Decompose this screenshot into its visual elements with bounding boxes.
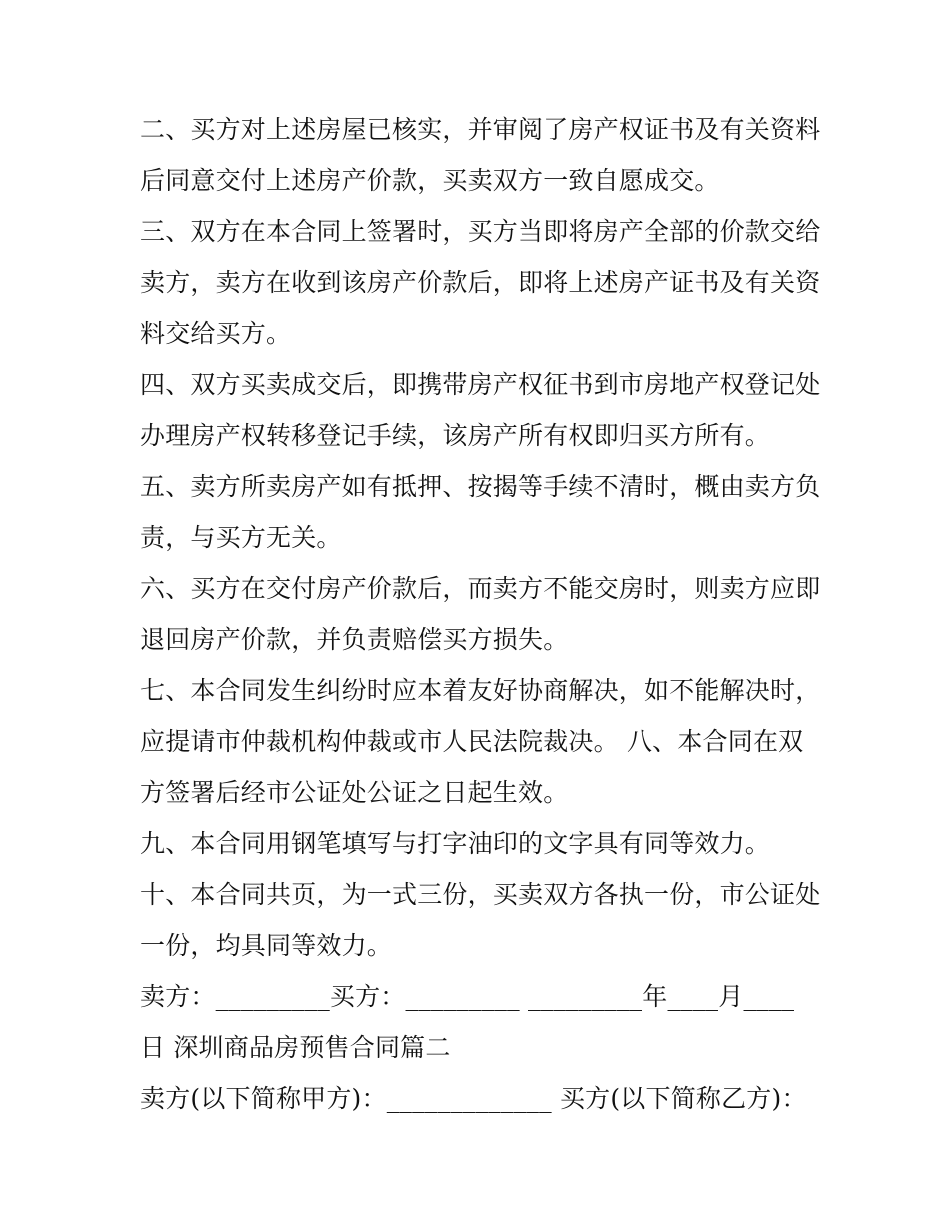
- signature-fill-line: 卖方：_________买方：_________ _________年____月____: [140, 982, 795, 1011]
- text-line: 办理房产权转移登记手续，该房产所有权即归买方所有。: [140, 421, 771, 450]
- section-title-line: 日 深圳商品房预售合同篇二: [140, 1033, 451, 1062]
- text-line: 一份，均具同等效力。: [140, 931, 393, 960]
- text-line: 料交给买方。: [140, 319, 292, 348]
- party-fill-line: 卖方(以下简称甲方)：_____________ 买方(以下简称乙方)：: [140, 1084, 807, 1113]
- text-line: 应提请市仲裁机构仲裁或市人民法院裁决。 八、本合同在双: [140, 727, 804, 756]
- text-line: 四、双方买卖成交后，即携带房产权征书到市房地产权登记处: [140, 370, 821, 399]
- contract-text: [140, 104, 820, 1124]
- text-line: 后同意交付上述房产价款，买卖双方一致自愿成交。: [140, 166, 720, 195]
- text-line: 五、卖方所卖房产如有抵押、按揭等手续不清时，概由卖方负: [140, 472, 821, 501]
- text-line: 责，与买方无关。: [140, 523, 342, 552]
- text-line: 十、本合同共页，为一式三份，买卖双方各执一份，市公证处: [140, 880, 821, 909]
- text-line: 卖方，卖方在收到该房产价款后，即将上述房产证书及有关资: [140, 268, 821, 297]
- text-line: 七、本合同发生纠纷时应本着友好协商解决，如不能解决时，: [140, 676, 821, 705]
- text-line: 九、本合同用钢笔填写与打字油印的文字具有同等效力。: [140, 829, 771, 858]
- text-line: 三、双方在本合同上签署时，买方当即将房产全部的价款交给: [140, 217, 821, 246]
- text-line: 六、买方在交付房产价款后，而卖方不能交房时，则卖方应即: [140, 574, 821, 603]
- text-line: 方签署后经市公证处公证之日起生效。: [140, 778, 569, 807]
- text-line: 退回房产价款，并负责赔偿买方损失。: [140, 625, 569, 654]
- text-line: 二、买方对上述房屋已核实，并审阅了房产权证书及有关资料: [140, 115, 821, 144]
